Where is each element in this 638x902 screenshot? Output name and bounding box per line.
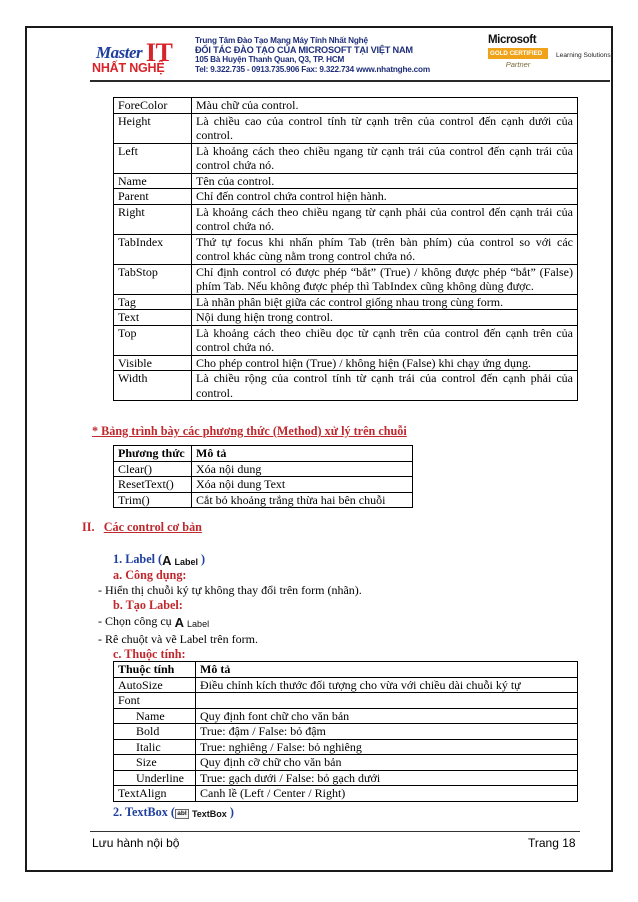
methods-table <box>113 445 413 508</box>
row-desc-cell: Xóa nội dung <box>192 461 413 477</box>
ms-partner: Partner <box>505 60 531 69</box>
row-name-cell: Name <box>114 173 192 189</box>
row-name-cell: ForeColor <box>114 98 192 114</box>
row-desc-cell: Màu chữ của control. <box>192 98 578 114</box>
textbox-heading-text: 2. TextBox ( <box>113 805 175 819</box>
label-props-header-desc: Mô tả <box>196 662 578 678</box>
row-name-cell: Clear() <box>114 461 192 477</box>
row-desc-cell: Cắt bỏ khoảng trắng thừa hai bên chuỗi <box>192 492 413 508</box>
row-desc-cell: Là khoảng cách theo chiều dọc từ cạnh trên của control đến cạnh trên của control chứa nó. <box>192 325 578 355</box>
table-row <box>114 770 578 786</box>
ms-brand: Microsoft <box>488 34 537 46</box>
row-name-cell: ResetText() <box>114 477 192 493</box>
row-name-cell: TabStop <box>114 264 192 294</box>
methods-header-desc: Mô tả <box>192 446 413 462</box>
properties-table <box>113 97 578 401</box>
section-heading <box>82 520 202 535</box>
table-row <box>114 325 578 355</box>
table-row <box>114 477 413 493</box>
table-row <box>114 204 578 234</box>
row-desc-cell: Chỉ đến control chứa control hiện hành. <box>192 189 578 205</box>
row-name-cell: TextAlign <box>114 786 196 802</box>
row-desc-cell: Là khoảng cách theo chiều ngang từ cạnh trái của control đến cạnh trái của control chứa nó. <box>192 143 578 173</box>
row-desc-cell: Canh lề (Left / Center / Right) <box>196 786 578 802</box>
row-desc-cell: Quy định cỡ chữ cho văn bản <box>196 755 578 771</box>
row-desc-cell: Là khoảng cách theo chiều ngang từ cạnh phải của control đến cạnh trái của control chứa nó. <box>192 204 578 234</box>
table-row <box>114 234 578 264</box>
table-row <box>114 355 578 371</box>
row-name-cell: Tag <box>114 294 192 310</box>
table-row <box>114 264 578 294</box>
row-name-cell: Parent <box>114 189 192 205</box>
row-desc-cell: Nội dung hiện trong control. <box>192 310 578 326</box>
table-row <box>114 189 578 205</box>
section-number: II. <box>82 520 95 534</box>
row-desc-cell: Xóa nội dung Text <box>192 477 413 493</box>
label-heading-text: 1. Label ( <box>113 552 163 566</box>
nhat-nghe-logo <box>92 35 184 79</box>
page-number: Trang 18 <box>528 836 576 850</box>
row-desc-cell: Là chiều cao của control tính từ cạnh trên của control đến cạnh dưới của control. <box>192 113 578 143</box>
phone: Tel: 9.322.735 - 0913.735.906 Fax: 9.322.734 www.nhatnghe.com <box>195 64 430 74</box>
table-row <box>114 294 578 310</box>
row-name-cell: Right <box>114 204 192 234</box>
methods-header-name: Phương thức <box>114 446 192 462</box>
section-title: Các control cơ bản <box>103 520 202 534</box>
table-row <box>114 173 578 189</box>
label-props-table <box>113 661 578 802</box>
table-row <box>114 310 578 326</box>
header-divider <box>90 80 610 82</box>
row-desc-cell: Điều chỉnh kích thước đối tượng cho vừa với chiều dài chuỗi ký tự <box>196 677 578 693</box>
props-heading: c. Thuộc tính: <box>113 647 186 661</box>
table-row <box>114 98 578 114</box>
textbox-heading: 2. TextBox ( abl TextBox ) <box>113 805 234 820</box>
row-name-cell: Width <box>114 371 192 401</box>
row-name-cell: Font <box>114 693 196 709</box>
learning-solutions: Learning Solutions <box>556 52 611 59</box>
partner-line: ĐỐI TÁC ĐÀO TẠO CỦA MICROSOFT TẠI VIỆT NAM <box>195 44 413 55</box>
row-name-cell: AutoSize <box>114 677 196 693</box>
row-desc-cell: Cho phép control hiện (True) / không hiện (False) khi chạy ứng dụng. <box>192 355 578 371</box>
table-row <box>114 755 578 771</box>
label-heading: 1. Label (A Label ) <box>113 552 206 568</box>
row-desc-cell: Là chiều rộng của control tính từ cạnh trái của control đến cạnh phải của control. <box>192 371 578 401</box>
row-desc-cell: Tên của control. <box>192 173 578 189</box>
footer-divider <box>90 831 580 832</box>
table-row <box>114 492 413 508</box>
table-row <box>114 371 578 401</box>
textbox-tool-icon: abl TextBox <box>175 806 227 820</box>
row-name-cell: Size <box>114 755 196 771</box>
row-desc-cell <box>196 693 578 709</box>
label-props-header-name: Thuộc tính <box>114 662 196 678</box>
table-row <box>114 724 578 740</box>
row-name-cell: Underline <box>114 770 196 786</box>
table-row <box>114 786 578 802</box>
row-name-cell: TabIndex <box>114 234 192 264</box>
create-step-2: - Rê chuột và vẽ Label trên form. <box>98 632 258 646</box>
table-row <box>114 113 578 143</box>
logo-brand: NHẤT NGHỆ <box>92 61 165 75</box>
row-desc-cell: Thứ tự focus khi nhấn phím Tab (trên bàn phím) của control so với các control khác cùng nằm trong control chứa nó. <box>192 234 578 264</box>
row-desc-cell: Chỉ định control có được phép “bắt” (True) / không được phép “bắt” (False) phím Tab. Nếu không được phép thì TabIndex cũng không dùng được. <box>192 264 578 294</box>
label-tool-icon: A Label <box>174 614 210 630</box>
microsoft-gold-logo <box>488 34 548 76</box>
row-desc-cell: True: gạch dưới / False: bỏ gạch dưới <box>196 770 578 786</box>
row-desc-cell: True: đậm / False: bỏ đậm <box>196 724 578 740</box>
table-row <box>114 693 578 709</box>
table-row <box>114 461 413 477</box>
methods-heading: * Bảng trình bày các phương thức (Method) xử lý trên chuỗi <box>92 424 407 438</box>
create-step-1: - Chọn công cụ A Label <box>98 614 210 630</box>
row-name-cell: Bold <box>114 724 196 740</box>
ms-gold-badge: GOLD CERTIFIED <box>488 48 548 59</box>
row-name-cell: Italic <box>114 739 196 755</box>
table-row <box>114 677 578 693</box>
logo-script-text: Master <box>96 43 143 62</box>
row-name-cell: Left <box>114 143 192 173</box>
table-row <box>114 708 578 724</box>
usage-text: - Hiển thị chuỗi ký tự không thay đổi trên form (nhãn). <box>98 583 362 597</box>
table-row <box>114 143 578 173</box>
logo-letters: IT <box>145 38 173 67</box>
row-name-cell: Trim() <box>114 492 192 508</box>
address: 105 Bà Huyện Thanh Quan, Q3, TP. HCM <box>195 55 345 64</box>
header-info <box>195 36 430 74</box>
row-name-cell: Height <box>114 113 192 143</box>
row-name-cell: Top <box>114 325 192 355</box>
table-row <box>114 739 578 755</box>
row-name-cell: Visible <box>114 355 192 371</box>
row-name-cell: Text <box>114 310 192 326</box>
usage-heading: a. Công dụng: <box>113 568 187 582</box>
label-tool-icon: A Label <box>162 552 198 568</box>
center-name: Trung Tâm Đào Tạo Mạng Máy Tính Nhất Nghệ <box>195 36 368 45</box>
row-name-cell: Name <box>114 708 196 724</box>
row-desc-cell: Quy định font chữ cho văn bản <box>196 708 578 724</box>
create-heading: b. Tạo Label: <box>113 598 183 612</box>
row-desc-cell: Là nhãn phân biệt giữa các control giống nhau trong cùng form. <box>192 294 578 310</box>
footer-note: Lưu hành nội bộ <box>92 836 180 850</box>
row-desc-cell: True: nghiêng / False: bỏ nghiêng <box>196 739 578 755</box>
